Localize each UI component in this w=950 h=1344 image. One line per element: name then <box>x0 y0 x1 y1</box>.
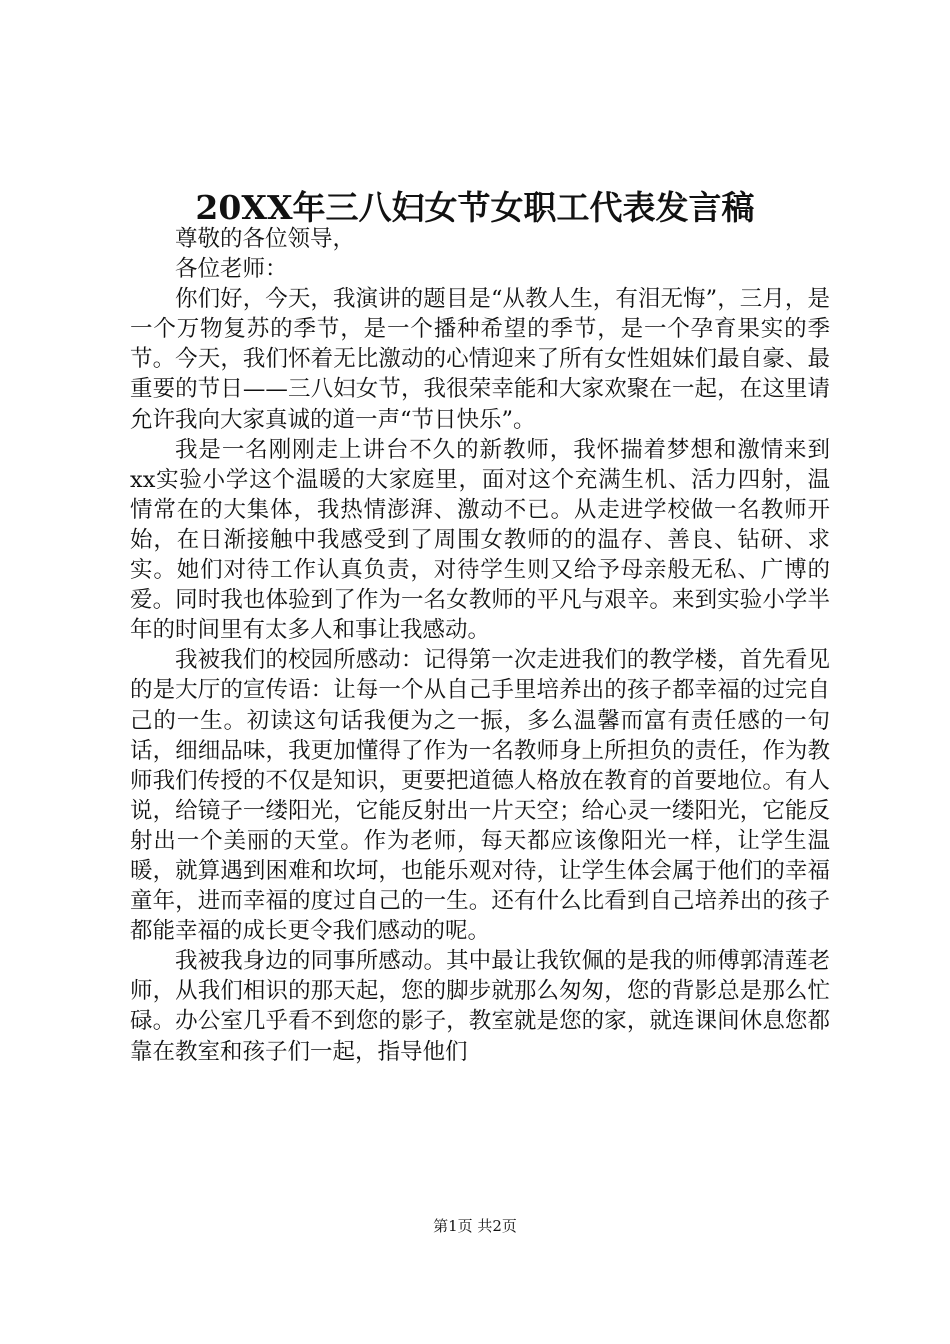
document-body <box>130 224 830 1067</box>
paragraph-greeting: 你们好，今天，我演讲的题目是“从教人生，有泪无悔”，三月，是一个万物复苏的季节，是一个播种希望的季节，是一个孕育果实的季节。今天，我们怀着无比激动的心情迎来了所有女性姐妹们最自豪、最重要的节日——三八妇女节，我很荣幸能和大家欢聚在一起，在这里请允许我向大家真诚的道一声“节日快乐”。 <box>130 286 830 433</box>
page-number-footer: 第1页 共2页 <box>433 1217 517 1235</box>
salutation-leaders: 尊敬的各位领导， <box>175 226 356 252</box>
document-title: 20XX年三八妇女节女职工代表发言稿 <box>195 188 755 227</box>
salutation-teachers: 各位老师： <box>175 256 288 283</box>
paragraph-colleagues: 我被我身边的同事所感动。其中最让我钦佩的是我的师傅郭清莲老师，从我们相识的那天起，您的脚步就那么匆匆，您的背影总是那么忙碌。办公室几乎看不到您的影子，教室就是您的家，就连课间休息您都靠在教室和孩子们一起，指导他们 <box>130 948 830 1065</box>
paragraph-new-teacher: 我是一名刚刚走上讲台不久的新教师，我怀揣着梦想和激情来到xx实验小学这个温暖的大家庭里，面对这个充满生机、活力四射，温情常在的大集体，我热情澎湃、激动不已。从走进学校做一名教师开始，在日渐接触中我感受到了周围女教师的的温存、善良、钻研、求实。她们对待工作认真负责，对待学生则又给予母亲般无私、广博的爱。同时我也体验到了作为一名女教师的平凡与艰辛。来到实验小学半年的时间里有太多人和事让我感动。 <box>130 436 830 644</box>
paragraph-campus: 我被我们的校园所感动：记得第一次走进我们的教学楼，首先看见的是大厅的宣传语：让每一个从自己手里培养出的孩子都幸福的过完自己的一生。初读这句话我便为之一振，多么温馨而富有责任感的一句话，细细品味，我更加懂得了作为一名教师身上所担负的责任，作为教师我们传授的不仅是知识，更要把道德人格放在教育的首要地位。有人说，给镜子一缕阳光，它能反射出一片天空；给心灵一缕阳光，它能反射出一个美丽的天堂。作为老师，每天都应该像阳光一样，让学生温暖，就算遇到困难和坎坷，也能乐观对待，让学生体会属于他们的幸福童年，进而幸福的度过自己的一生。还有什么比看到自己培养出的孩子都能幸福的成长更令我们感动的呢。 <box>130 647 830 945</box>
